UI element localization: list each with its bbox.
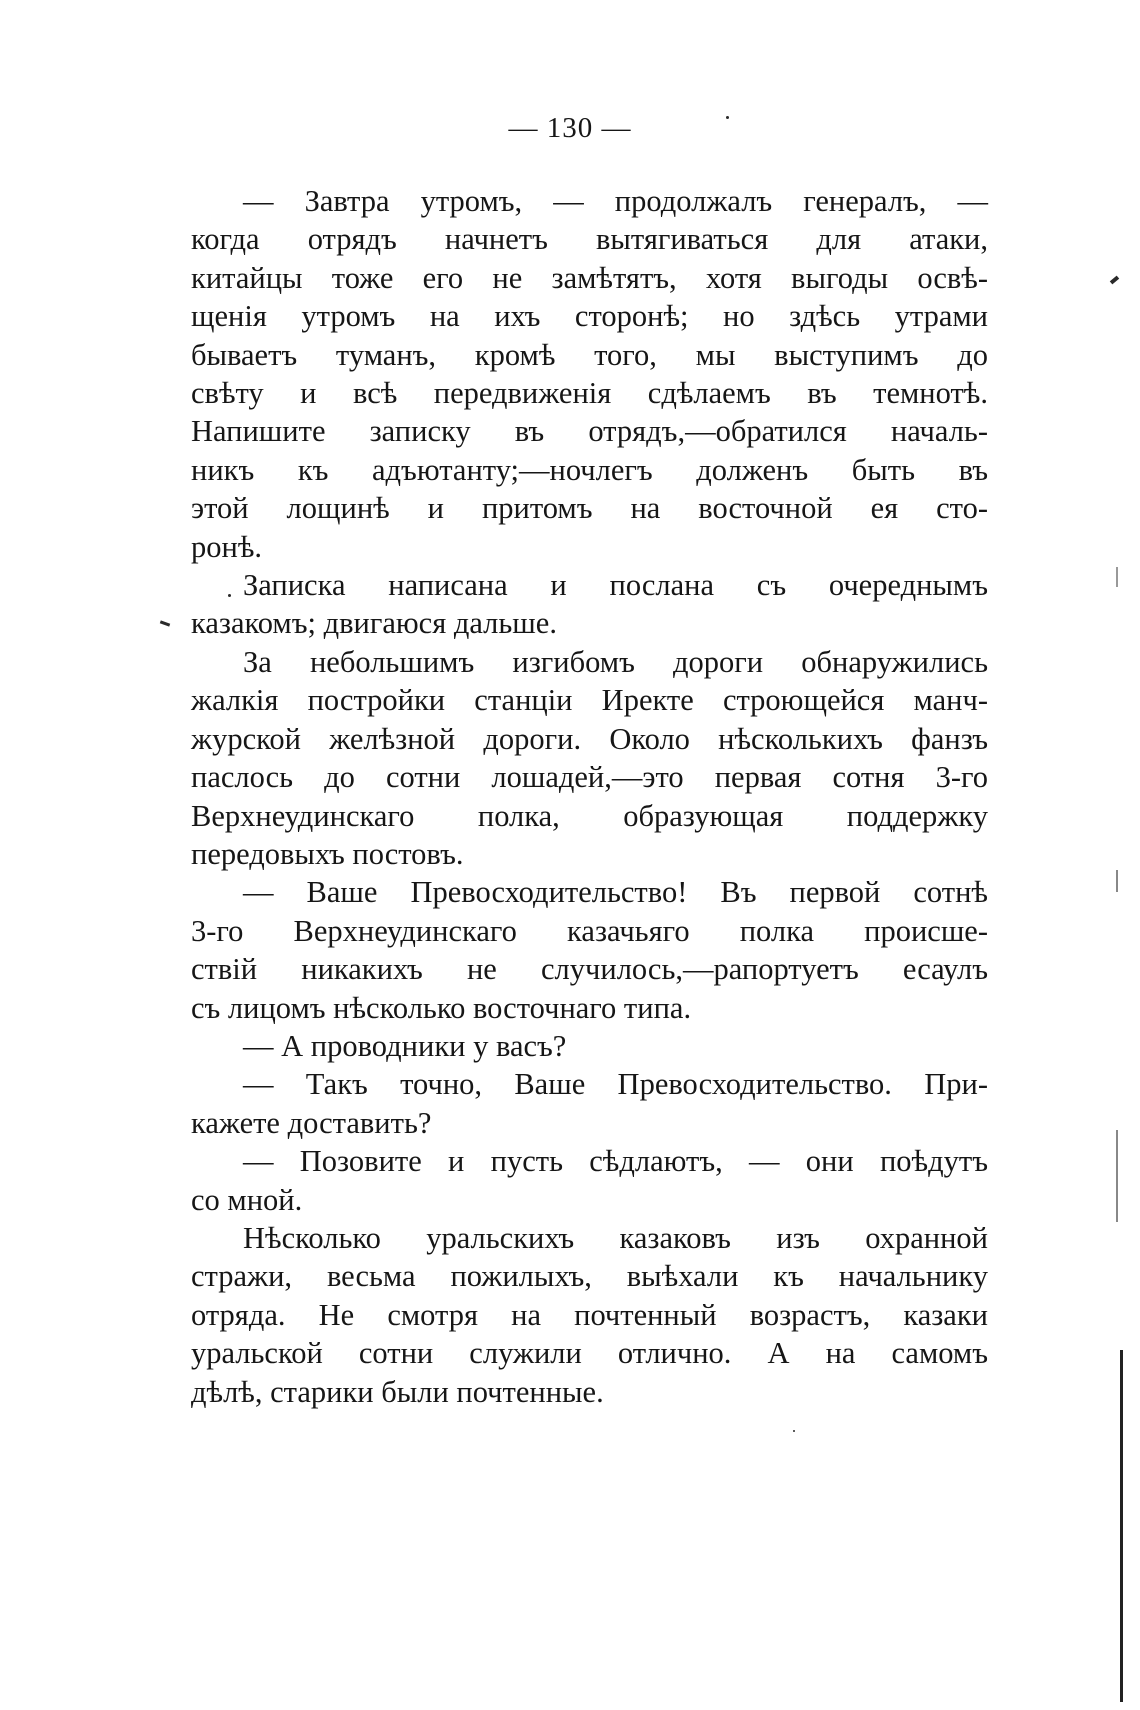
text-line: со мной. [191,1182,303,1217]
paragraph [191,1142,988,1219]
paragraph [191,643,988,873]
paragraph [191,182,988,566]
paragraph [191,1065,988,1142]
paragraph [191,1219,988,1411]
text-line: кажете доставить? [191,1105,432,1140]
text-line: передовыхъ постовъ. [191,836,464,871]
text-line: ствій никакихъ не случилось,—рапортуетъ есаулъ [191,952,988,987]
text-line: ронѣ. [191,529,263,564]
paragraph [191,1027,988,1065]
paragraph [191,873,988,1027]
text-line: съ лицомъ нѣсколько восточнаго типа. [191,990,692,1025]
paragraph [191,566,988,643]
text-line: уральской сотни служили отлично. А на самомъ [191,1336,988,1371]
text-line: никъ къ адъютанту;—ночлегъ долженъ быть въ [191,452,988,487]
text-line: Записка написана и послана съ очереднымъ [243,568,988,603]
text-line: журской желѣзной дороги. Около нѣсколькихъ фанзъ [191,721,988,756]
text-line: жалкія постройки станціи Иректе строющейся манч- [191,683,988,718]
text-line: паслось до сотни лошадей,—это первая сотня 3-го [191,760,988,795]
text-line: отряда. Не смотря на почтенный возрастъ, казаки [191,1297,988,1332]
page-number: — 130 — [508,112,632,144]
text-line: — Завтра утромъ, — продолжалъ генералъ, — [243,184,988,218]
text-line: За небольшимъ изгибомъ дороги обнаружились [243,644,988,679]
text-line: казакомъ; двигаюся дальше. [191,606,557,641]
page-edge-mark [1116,1130,1118,1222]
text-line: этой лощинѣ и притомъ на восточной ея сто- [191,491,988,526]
ink-speck [228,594,231,597]
text-line: бываетъ туманъ, кромѣ того, мы выступимъ до [191,337,988,372]
text-line: 3-го Верхнеудинскаго казачьяго полка происше- [191,913,988,948]
text-line: — Ваше Превосходительство! Въ первой сотнѣ [243,875,988,910]
text-line: Напишите записку въ отрядъ,—обратился началь- [191,414,988,449]
text-line: — Позовите и пусть сѣдлаютъ, — они поѣдутъ [243,1144,988,1179]
text-line: — А проводники у васъ? [243,1028,567,1063]
ink-speck [1110,276,1119,285]
page-edge-mark [1116,870,1118,892]
text-line: свѣту и всѣ передвиженія сдѣлаемъ въ темнотѣ. [191,376,988,411]
text-line: дѣлѣ, старики были почтенные. [191,1374,604,1409]
text-line: стражи, весьма пожилыхъ, выѣхали къ начальнику [191,1259,988,1294]
page-edge-mark [1120,1350,1123,1702]
ink-speck [793,1430,795,1432]
ink-speck [160,620,170,626]
text-line: щенія утромъ на ихъ сторонѣ; но здѣсь утрами [191,299,988,334]
text-line: когда отрядъ начнетъ вытягиваться для атаки, [191,222,988,257]
text-line: — Такъ точно, Ваше Превосходительство. При- [243,1067,988,1102]
text-line: Верхнеудинскаго полка, образующая поддержку [191,798,988,833]
body-text [191,182,988,1411]
text-line: Нѣсколько уральскихъ казаковъ изъ охранной [243,1220,988,1255]
ink-speck [726,116,729,119]
page-edge-mark [1116,567,1118,587]
text-line: китайцы тоже его не замѣтятъ, хотя выгоды освѣ- [191,260,988,295]
